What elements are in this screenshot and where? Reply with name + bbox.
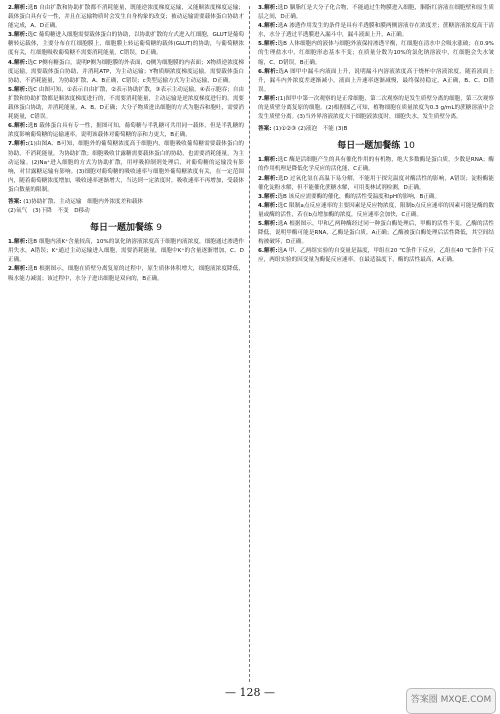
- answer-tag: 1.解析:: [258, 157, 278, 164]
- right-answers-2: [258, 156, 494, 265]
- answer-part: (2)液泡 不能: [297, 126, 334, 133]
- answer-text: 选D 胭脂红是大分子化合物，不能通过生物膜进入细胞，胭脂红溶液在细胞壁和原生质层之间，D正确。: [258, 5, 494, 21]
- page-number: — 128 —: [225, 686, 275, 699]
- answer-part: (2)氧气 (3)下降 不变 D移动: [8, 208, 90, 215]
- answer-text: 选A 根据图示，甲和乙两种酶经过同一种蛋白酶处理后，甲酶的活性不变，乙酶的活性降低，说明甲酶可能是RNA，乙酶是蛋白质，A正确；乙酶被蛋白酶处理后活性降低，其空间结构被破坏，D正确。: [258, 220, 494, 246]
- answer-text: 选C 限制a点反应速率的主要因素是反应物浓度，限制b点反应速率的因素可能是酶的数量或酶的活性，若在b点增加酶的浓度，反应速率会加快，C正确。: [258, 202, 494, 218]
- answer-label: 答案:: [8, 198, 22, 205]
- answer-paragraph: [8, 265, 244, 283]
- answer-tag: 3.解析:: [258, 193, 278, 200]
- answer-text: 选B 该反应需要酶的催化，酶的活性受温度和pH的影响，B正确。: [277, 193, 441, 200]
- answer-text: 选B 根据图示，细胞在质壁分离复原的过程中，原生质体体积增大，细胞液浓度降低，吸水能力减弱；该过程中，水分子进出细胞是双向的，B正确。: [8, 266, 244, 282]
- answer-tag: 6.解析:: [258, 68, 279, 75]
- answer-tag: 2.解析:: [8, 266, 28, 273]
- answer-paragraph: [258, 22, 494, 40]
- answer-paragraph: [258, 220, 494, 247]
- answer-text: 选C 由图可知，①表示自由扩散，②表示协助扩散，③表示主动运输，④表示胞吞；自由扩散和协助扩散都是顺浓度梯度进行的，不需要消耗能量，主动运输是逆浓度梯度进行的，需要载体蛋白协助，并消耗能量，A、B、D正确；大分子物质进出细胞的方式为胞吞和胞吐，需要消耗能量，C错误。: [8, 86, 244, 121]
- answer-label: 答案:: [258, 126, 272, 133]
- answer-paragraph: [8, 86, 244, 122]
- answer-paragraph: [8, 140, 244, 195]
- left-column: [8, 4, 244, 284]
- answer-tag: 3.解析:: [258, 5, 278, 11]
- answer-text: 选B 人体细胞内的液体与细胞外液保持渗透平衡，红细胞在清水中会吸水涨破；在0.9%的生理盐水中，红细胞形态基本不变；在质量分数为10%的氯化钠溶液中，红细胞会失水皱缩，C、D错误，B正确。: [258, 41, 494, 66]
- answer-text: 选A 图甲中漏斗内液面上升，说明漏斗内溶液浓度高于烧杯中溶液浓度，随着液面上升，漏斗内外浓度差逐渐减小，液面上升速率逐渐减慢，最终保持稳定，A正确，B、C、D错误。: [258, 68, 494, 93]
- answer-paragraph: [8, 238, 244, 265]
- answer-paragraph: [258, 175, 494, 193]
- answer-text: 选C P侧有糖蛋白，说明P侧为细胞膜的外表面，Q侧为细胞膜的内表面；X物质逆浓度梯度运输，需要载体蛋白协助，并消耗ATP，为主动运输；Y物质顺浓度梯度运输，需要载体蛋白协助，不消耗能量，为协助扩散，A、B正确，C错误；c类型运输方式为主动运输，D正确。: [8, 59, 244, 84]
- answer-text: 选D 过氧化氢在高温下易分解，不能用于探究温度对酶活性的影响，A错误；淀粉酶能催化淀粉水解，但不能催化蔗糖水解，可用斐林试剂检测，D正确。: [258, 175, 494, 191]
- answer-paragraph: [258, 95, 494, 122]
- answer-text: 选B 载体蛋白具有专一性，据图可知，葡萄糖与半乳糖可共用同一载体，但是半乳糖的浓度影响葡萄糖的运输速率，说明该载体对葡萄糖的亲和力更大，B正确。: [8, 123, 244, 139]
- answer-tag: 6.解析:: [258, 248, 278, 255]
- answer-paragraph: [258, 4, 494, 22]
- column-divider: [249, 6, 250, 682]
- answer-tag: 4.解析:: [258, 23, 278, 30]
- left-answer-line: [8, 198, 244, 216]
- answer-paragraph: [8, 59, 244, 86]
- answer-text: 选C 酶是活细胞产生的具有催化作用的有机物，绝大多数酶是蛋白质，少数是RNA；酶的作用机理是降低化学反应的活化能，C正确。: [258, 157, 494, 173]
- answer-tag: 5.解析:: [8, 86, 28, 93]
- left-answers-2: [8, 238, 244, 283]
- answer-tag: 3.解析:: [8, 32, 28, 39]
- right-answers: [258, 4, 494, 122]
- answer-tag: 6.解析:: [8, 123, 28, 130]
- answer-text: 选A 渗透作用发生的条件是具有半透膜和膜两侧溶液存在浓度差；蔗糖溶液浓度高于清水，水分子透过半透膜进入漏斗中，漏斗液面上升，A正确。: [258, 23, 494, 39]
- answer-paragraph: [258, 247, 494, 265]
- answer-paragraph: [258, 40, 494, 67]
- section-number: 10: [403, 141, 415, 152]
- answer-paragraph: [8, 122, 244, 140]
- section-heading: [8, 222, 244, 234]
- answer-tag: 7.解析:: [258, 95, 278, 102]
- answer-text: (1)由图A、B可知，细胞外的葡萄糖浓度高于细胞内，细胞吸收葡萄糖需要载体蛋白的协助，不消耗能量，为协助扩散；细胞吸收甘露糖需要载体蛋白的协助，也需要消耗能量，为主动运输。(2)Na⁺进入细胞的方式为协助扩散，用呼吸抑制剂处理后，对葡萄糖的运输没有影响，对甘露糖运输有影响。(3)细胞对葡萄糖的吸收速率与细胞外葡萄糖浓度有关，在一定范围内，随着葡萄糖浓度增加，吸收速率逐渐增大，当达到一定浓度时，吸收速率不再增加，受载体蛋白数量的限制。: [8, 141, 244, 193]
- watermark-logo: 答案圈 MXQE.COM: [406, 688, 496, 714]
- section-title: 每日一题加餐练: [90, 223, 154, 234]
- answer-text: (1)图甲中第一次观察的是正常细胞，第二次观察的是发生质壁分离的细胞，第三次观察的是质壁分离复原的细胞。(2)根据图乙可知，植物细胞在质量浓度为0.3 g/mL的蔗糖溶液中会发生质壁分离。(3)当外界溶液浓度大于细胞液浓度时，细胞失水，发生质壁分离。: [258, 95, 494, 121]
- answer-paragraph: [8, 4, 244, 31]
- section-heading: [258, 140, 494, 152]
- answer-part: (1)协助扩散、主动运输 细胞内外浓度差和载体: [23, 198, 144, 205]
- answer-text: 选B 细胞内液K⁺含量较高，10%的氯化钠溶液浓度高于细胞内液浓度，细胞通过渗透作用失水，A错误；K⁺通过主动运输进入细胞，需要消耗能量，细胞中K⁺的含量逐渐增加，C、D正确。: [8, 239, 244, 264]
- answer-tag: 5.解析:: [258, 220, 278, 227]
- answer-paragraph: [258, 193, 494, 202]
- answer-paragraph: [8, 31, 244, 58]
- right-answer-line: [258, 125, 494, 134]
- answer-paragraph: [258, 68, 494, 95]
- answer-tag: 2.解析:: [8, 5, 28, 11]
- answer-text: 选B 自由扩散和协助扩散都不消耗能量，既能逆浓度梯度运输，又能顺浓度梯度运输；载体蛋白具有专一性，并且在运输物质时会发生自身构象的改变；被动运输需要载体蛋白协助才能完成，A、D正确。: [8, 5, 244, 30]
- right-column: [258, 4, 494, 265]
- answer-text: 选C 葡萄糖进入细胞需要载体蛋白的协助，以协助扩散的方式进入红细胞，GLUT是葡萄糖转运载体，主要分布在红细胞膜上，细胞膜上转运葡萄糖的载体(GLUT)的协助，与葡萄糖浓度有关，红细胞吸收葡萄糖不需要消耗能量，C错误，D正确。: [8, 32, 244, 57]
- answer-part: (3)B: [335, 126, 348, 133]
- answer-tag: 4.解析:: [258, 202, 278, 209]
- answer-paragraph: [258, 156, 494, 174]
- answer-part: (1)①②③: [273, 126, 297, 133]
- answer-tag: 5.解析:: [258, 41, 278, 48]
- answer-tag: 4.解析:: [8, 59, 28, 66]
- answer-text: 选A 甲、乙两组实验的自变量是温度，甲组在20 ℃条件下反应，乙组在40 ℃条件下反应，两组实验的因变量为酶促反应速率，在最适温度下，酶的活性最高，A正确。: [258, 248, 494, 264]
- left-answers: [8, 4, 244, 195]
- answer-tag: 2.解析:: [258, 175, 278, 182]
- answer-paragraph: [258, 202, 494, 220]
- answer-tag: 7.解析:: [8, 141, 28, 148]
- section-title: 每日一题加餐练: [337, 141, 401, 152]
- answer-tag: 1.解析:: [8, 239, 28, 246]
- section-number: 9: [156, 223, 162, 234]
